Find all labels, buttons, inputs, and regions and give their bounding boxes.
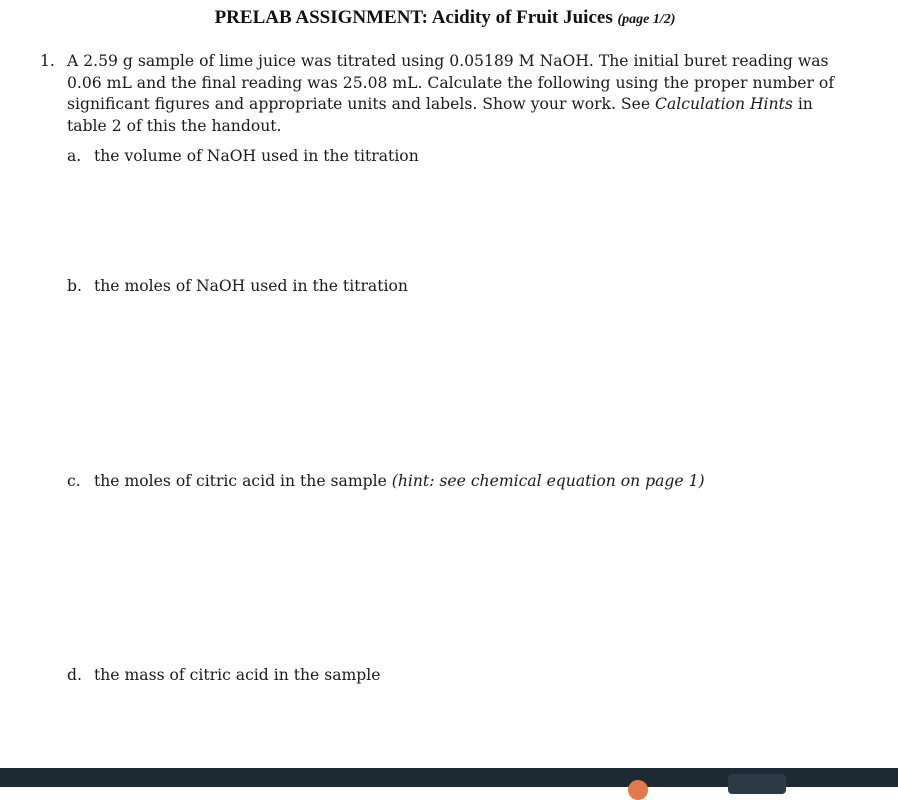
subquestion-text: the moles of citric acid in the sample <box>94 472 392 490</box>
subquestion-c <box>67 471 705 492</box>
subquestion-text: the volume of NaOH used in the titration <box>94 147 419 165</box>
question-text-part1: A 2.59 g sample of lime juice was titrated using 0.05189 M NaOH. The initial buret reading was 0.06 mL and the final reading was 25.08 mL. Calculate the following using the proper number of significant figures and appropriate units and labels. Show your work. See <box>67 52 835 114</box>
calculation-hints-reference: Calculation Hints <box>655 95 793 114</box>
app-icon[interactable] <box>628 780 648 800</box>
subquestion-letter: c. <box>67 472 81 490</box>
subquestion-b <box>67 276 408 297</box>
page-title <box>0 7 890 29</box>
title-text: PRELAB ASSIGNMENT: Acidity of Fruit Juices <box>214 7 613 28</box>
subquestion-letter: b. <box>67 277 82 295</box>
subquestion-letter: a. <box>67 147 82 165</box>
subquestion-hint: (hint: see chemical equation on page 1) <box>391 472 705 490</box>
question-1 <box>40 51 840 137</box>
question-text-part2: in table 2 of this the handout. <box>67 95 813 135</box>
subquestion-d <box>67 665 381 686</box>
taskbar <box>0 768 898 787</box>
question-number: 1. <box>40 52 55 70</box>
page-indicator: (page 1/2) <box>617 12 676 27</box>
subquestion-text: the moles of NaOH used in the titration <box>94 277 408 295</box>
subquestion-a <box>67 146 419 167</box>
subquestion-text: the mass of citric acid in the sample <box>94 666 381 684</box>
taskbar-app-tab[interactable] <box>728 774 786 794</box>
subquestion-letter: d. <box>67 666 82 684</box>
question-text <box>67 51 840 137</box>
